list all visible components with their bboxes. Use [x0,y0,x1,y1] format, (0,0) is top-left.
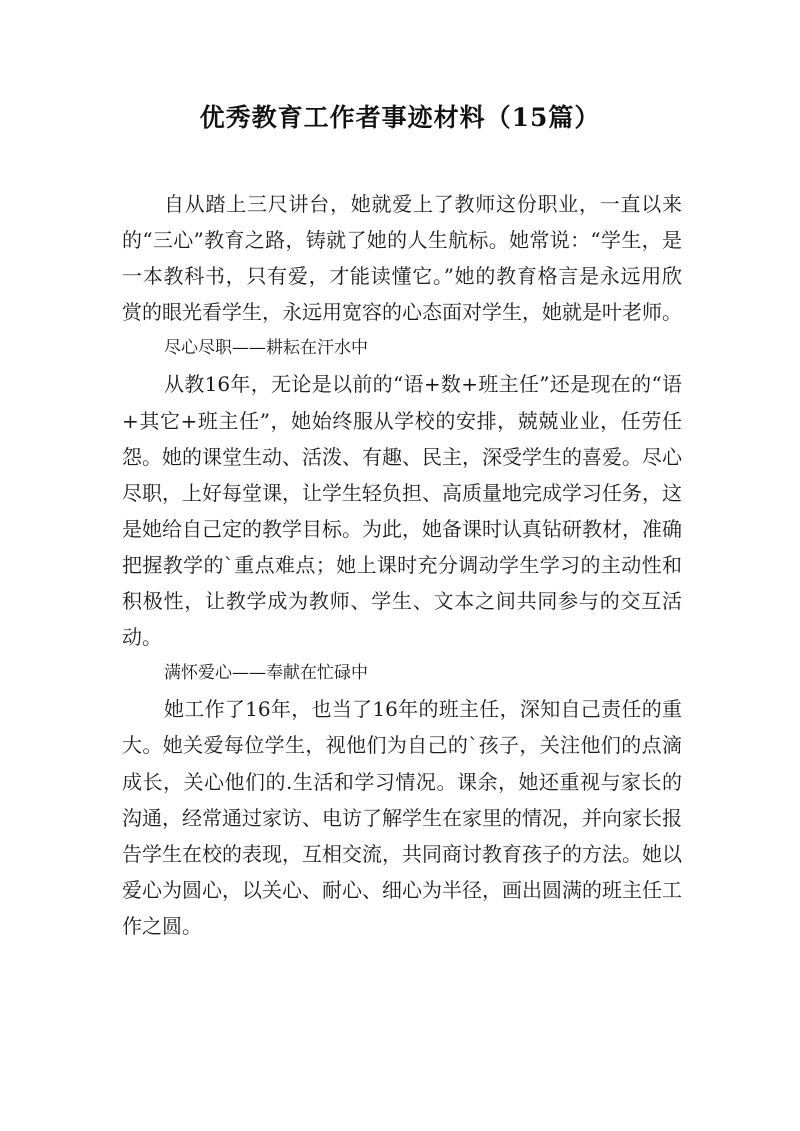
section-heading-dedication: 尽心尽职——耕耘在汗水中 [164,338,368,359]
section-heading-love: 满怀爱心——奉献在忙碌中 [164,663,368,684]
paragraph-head-teacher: 她工作了16年，也当了16年的班主任，深知自己责任的重大。她关爱每位学生，视他们为自己的`孩子，关注他们的点滴成长，关心他们的.生活和学习情况。课余，她还重视与家长的沟通，经常通过家访、电访了解学生在家里的情况，并向家长报告学生在校的表现，互相交流，共同商讨教育孩子的方法。她以爱心为圆心，以关心、耐心、细心为半径，画出圆满的班主任工作之圆。 [122,697,682,938]
paragraph-teaching: 从教16年，无论是以前的“语+数+班主任”还是现在的“语+其它+班主任”，她始终服从学校的安排，兢兢业业，任劳任怨。她的课堂生动、活泼、有趣、民主，深受学生的喜爱。尽心尽职，上好每堂课，让学生轻负担、高质量地完成学习任务，这是她给自己定的教学目标。为此，她备课时认真钻研教材，准确把握教学的`重点难点；她上课时充分调动学生学习的主动性和积极性，让教学成为教师、学生、文本之间共同参与的交互活动。 [122,372,682,650]
document-body [122,186,682,944]
document-title: 优秀教育工作者事迹材料（15篇） [199,103,601,132]
paragraph-intro: 自从踏上三尺讲台，她就爱上了教师这份职业，一直以来的“三心”教育之路，铸就了她的人生航标。她常说：“学生，是一本教科书，只有爱，才能读懂它。”她的教育格言是永远用欣赏的眼光看学生，永远用宽容的心态面对学生，她就是叶老师。 [122,192,682,325]
